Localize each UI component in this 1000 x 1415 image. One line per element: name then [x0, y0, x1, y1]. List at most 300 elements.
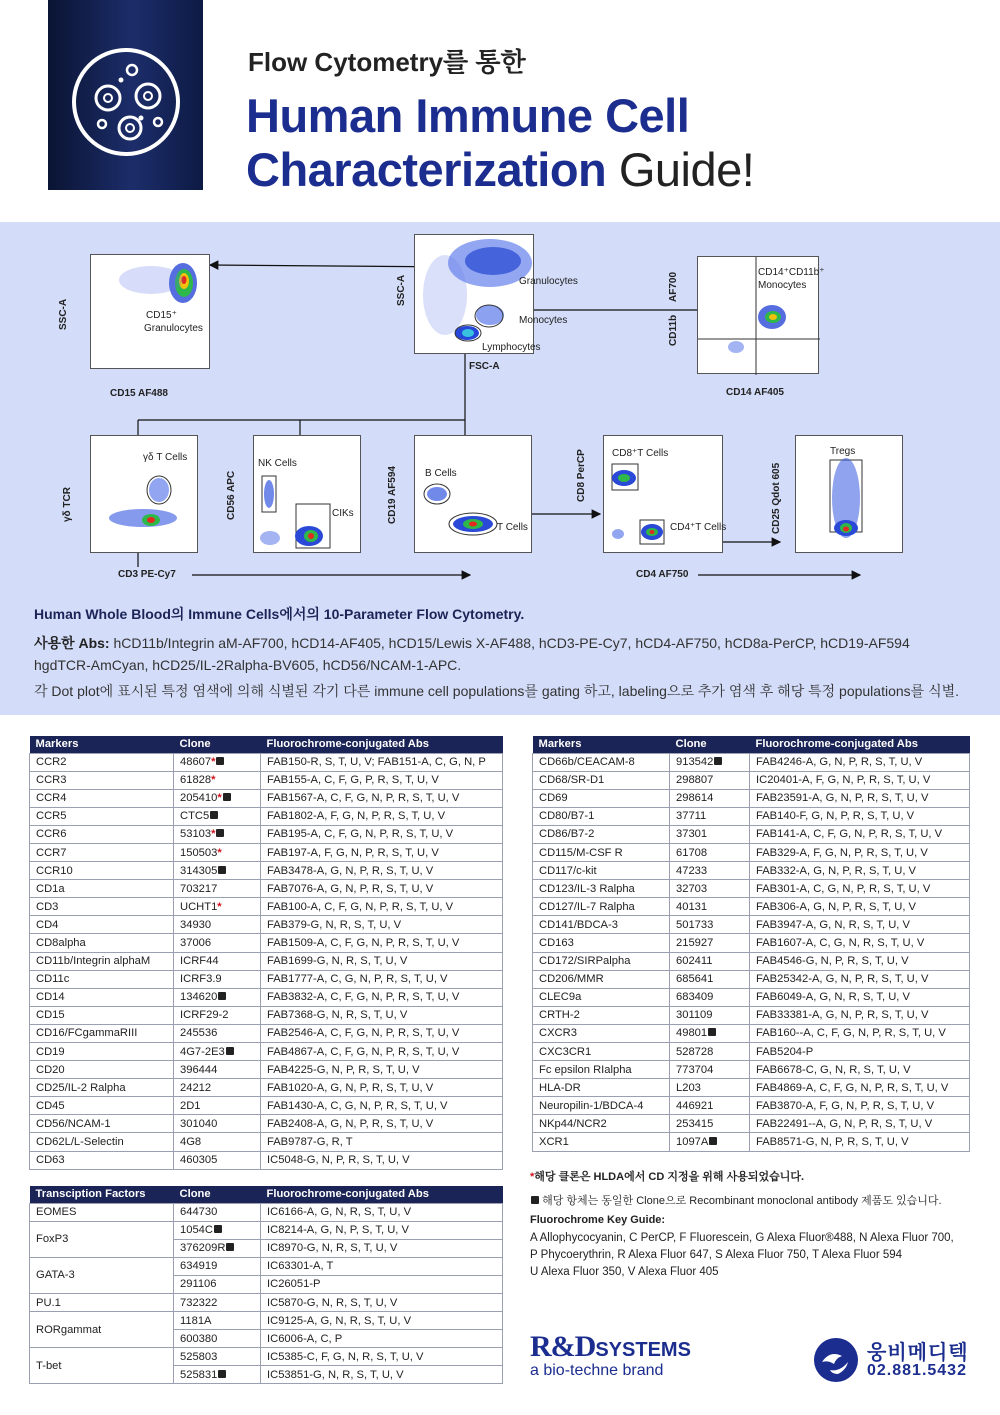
clone-value: L203: [676, 1081, 701, 1094]
table-row: [30, 1221, 503, 1239]
cd8-tcells-label: CD8⁺T Cells: [612, 448, 669, 459]
abs-cell: IC5048-G, N, P, R, S, T, U, V: [261, 1151, 503, 1169]
marker-cell: CD3: [30, 898, 174, 916]
y-axis-ssc-main: SSC-A: [396, 274, 407, 306]
marker-cell: CCR4: [30, 789, 174, 807]
abs-cell: FAB329-A, F, G, N, P, R, S, T, U, V: [750, 843, 970, 861]
plot-tregs: [795, 435, 903, 553]
clone-cell: [174, 753, 261, 771]
clone-value: 37711: [676, 810, 707, 823]
clone-value: 1097A: [676, 1136, 709, 1149]
clone-cell: [670, 1079, 750, 1097]
abs-cell: FAB100-A, C, F, G, N, P, R, S, T, U, V: [261, 898, 503, 916]
flow-description: 각 Dot plot에 표시된 특정 염색에 의해 식별된 각기 다른 immune cell populations를 gating 하고, labeling으로 추가 염색 후 해당 특정 populations를 식별.: [34, 683, 960, 699]
fluorochrome-key-line-3: U Alexa Fluor 350, V Alexa Fluor 405: [530, 1266, 719, 1278]
marker-cell: CD172/SIRPalpha: [533, 952, 670, 970]
col-header-abs: Fluorochrome-conjugated Abs: [261, 1186, 503, 1203]
abs-label: 사용한 Abs:: [34, 635, 110, 651]
clone-value: 205410: [180, 792, 218, 805]
y-axis-cd19: CD19 AF594: [387, 466, 398, 524]
clone-value: 913542: [676, 756, 714, 769]
table-row: [30, 862, 503, 880]
recombinant-square-icon: [226, 1243, 234, 1251]
marker-cell: CD68/SR-D1: [533, 771, 670, 789]
title-line-2: [246, 142, 754, 197]
marker-cell: CD62L/L-Selectin: [30, 1133, 174, 1151]
abs-cell: FAB332-A, G, N, P, R, S, T, U, V: [750, 862, 970, 880]
table-row: [533, 807, 970, 825]
clone-cell: [670, 970, 750, 988]
table-row: [533, 771, 970, 789]
marker-cell: CCR6: [30, 825, 174, 843]
table-row: [533, 898, 970, 916]
table-row: [30, 916, 503, 934]
abs-cell: IC63301-A, T: [261, 1257, 503, 1275]
clone-value: 301109: [676, 1009, 713, 1022]
markers-table-left: [29, 736, 503, 1170]
tregs-label: Tregs: [830, 446, 856, 457]
granulocytes-gate-label-a: CD15⁺: [146, 310, 177, 321]
table-row: [30, 880, 503, 898]
clone-value: 37301: [676, 828, 708, 841]
abs-cell: FAB33381-A, G, N, P, R, S, T, U, V: [750, 1006, 970, 1024]
marker-cell: CD8alpha: [30, 934, 174, 952]
abs-cell: FAB379-G, N, R, S, T, U, V: [261, 916, 503, 934]
clone-value: 24212: [180, 1081, 212, 1094]
abs-cell: FAB1430-A, C, G, N, P, R, S, T, U, V: [261, 1097, 503, 1115]
clone-cell: [174, 1006, 261, 1024]
clone-value: 215927: [676, 936, 714, 949]
abs-cell: FAB1020-A, G, N, P, R, S, T, U, V: [261, 1079, 503, 1097]
rnd-main: R&D: [530, 1330, 596, 1363]
x-axis-cd4: CD4 AF750: [636, 569, 689, 580]
hlda-star-icon: *: [211, 774, 216, 787]
table-row: [533, 843, 970, 861]
clone-cell: [174, 1312, 261, 1330]
clone-cell: [174, 1097, 261, 1115]
table-row: [533, 880, 970, 898]
marker-cell: NKp44/NCR2: [533, 1115, 670, 1133]
clone-value: 644730: [180, 1206, 218, 1219]
abs-cell: FAB195-A, C, F, G, N, P, R, S, T, U, V: [261, 825, 503, 843]
col-header-clone: Clone: [174, 1186, 261, 1203]
clone-cell: [670, 789, 750, 807]
clone-cell: [174, 1348, 261, 1366]
title-line-2-blue: Characterization: [246, 143, 607, 196]
recombinant-square-icon: [709, 1137, 717, 1145]
clone-cell: [174, 825, 261, 843]
table-row: [30, 1043, 503, 1061]
clone-cell: [670, 952, 750, 970]
marker-cell: CD11c: [30, 970, 174, 988]
clone-value: 291106: [180, 1278, 217, 1291]
table-row: [533, 1061, 970, 1079]
y-axis-ssc-left: SSC-A: [58, 298, 69, 330]
y-axis-af700: AF700: [668, 271, 679, 302]
abs-cell: FAB22491--A, G, N, P, R, S, T, U, V: [750, 1115, 970, 1133]
marker-cell: CRTH-2: [533, 1006, 670, 1024]
recombinant-square-icon: [216, 757, 224, 765]
table-row: [30, 1151, 503, 1169]
y-axis-cd25: CD25 Qdot 605: [771, 462, 782, 534]
marker-cell: CD86/B7-2: [533, 825, 670, 843]
marker-cell: CXCR3: [533, 1024, 670, 1042]
star-symbol: *: [530, 1171, 535, 1183]
clone-cell: [174, 1257, 261, 1275]
plot-cd4-cd8: [603, 435, 727, 553]
x-axis-cd14: CD14 AF405: [726, 387, 784, 398]
clone-cell: [174, 862, 261, 880]
clone-cell: [670, 753, 750, 771]
clone-cell: [174, 934, 261, 952]
clone-value: 1181A: [180, 1314, 212, 1327]
marker-cell: CD117/c-kit: [533, 862, 670, 880]
header: [0, 0, 1000, 222]
clone-value: 501733: [676, 918, 714, 931]
gate-label-granulocytes: Granulocytes: [519, 276, 578, 287]
table-row: [533, 1133, 970, 1151]
abs-cell: IC8970-G, N, R, S, T, U, V: [261, 1239, 503, 1257]
logo: [48, 0, 203, 190]
recombinant-square-icon: [218, 1370, 226, 1378]
clone-cell: [174, 1203, 261, 1221]
col-header-abs: Fluorochrome-conjugated Abs: [750, 736, 970, 753]
table-row: [30, 898, 503, 916]
star-note: [530, 1168, 804, 1184]
ciks-label: CIKs: [332, 508, 354, 519]
clone-value: ICRF44: [180, 955, 219, 968]
recombinant-square-icon: [223, 793, 231, 801]
clone-cell: [670, 1043, 750, 1061]
clone-cell: [174, 898, 261, 916]
clone-cell: [670, 1024, 750, 1042]
table-row: [30, 1203, 503, 1221]
marker-cell: CD56/NCAM-1: [30, 1115, 174, 1133]
abs-cell: FAB4546-G, N, P, R, S, T, U, V: [750, 952, 970, 970]
title-line-2-dark: Guide!: [606, 143, 755, 196]
clone-cell: [174, 952, 261, 970]
recombinant-square-icon: [218, 992, 226, 1000]
y-axis-cd56: CD56 APC: [226, 470, 237, 520]
abs-cell: IC26051-P: [261, 1275, 503, 1293]
clone-cell: [174, 970, 261, 988]
clone-cell: [670, 862, 750, 880]
table-row: [30, 753, 503, 771]
abs-cell: IC6166-A, G, N, R, S, T, U, V: [261, 1203, 503, 1221]
hlda-star-icon: *: [211, 756, 216, 769]
clone-value: 703217: [180, 882, 218, 895]
abs-cell: FAB3832-A, C, F, G, N, P, R, S, T, U, V: [261, 988, 503, 1006]
monocytes-gate-label-a: CD14⁺CD11b⁺: [758, 267, 825, 278]
col-header-markers: Markers: [30, 736, 174, 753]
clone-cell: [174, 1061, 261, 1079]
table-row: [533, 916, 970, 934]
abs-cell: FAB4867-A, C, F, G, N, P, R, S, T, U, V: [261, 1043, 503, 1061]
tf-name-cell: GATA-3: [30, 1257, 174, 1293]
abs-cell: FAB9787-G, R, T: [261, 1133, 503, 1151]
clone-value: 525831: [180, 1368, 218, 1381]
table-row: [30, 1312, 503, 1330]
abs-cell: FAB150-R, S, T, U, V; FAB151-A, C, G, N, P: [261, 753, 503, 771]
clone-cell: [670, 898, 750, 916]
table-row: [533, 934, 970, 952]
plot-cd15-granulocytes: [90, 254, 210, 369]
clone-value: 245536: [180, 1027, 218, 1040]
col-header-abs: Fluorochrome-conjugated Abs: [261, 736, 503, 753]
clone-value: 685641: [676, 973, 714, 986]
recombinant-square-icon: [216, 829, 224, 837]
recombinant-square-icon: [708, 1028, 716, 1036]
abs-line-2: hgdTCR-AmCyan, hCD25/IL-2Ralpha-BV605, hCD56/NCAM-1-APC.: [34, 657, 462, 673]
clone-cell: [670, 988, 750, 1006]
clone-value: 773704: [676, 1063, 714, 1076]
table-row: [30, 1293, 503, 1311]
markers-table-right: [532, 736, 970, 1152]
clone-cell: [670, 825, 750, 843]
abs-cell: IC20401-A, F, G, N, P, R, S, T, U, V: [750, 771, 970, 789]
tf-name-cell: EOMES: [30, 1203, 174, 1221]
abs-cell: FAB1777-A, C, G, N, P, R, S, T, U, V: [261, 970, 503, 988]
y-axis-cd11b: CD11b: [668, 314, 679, 346]
tf-name-cell: PU.1: [30, 1293, 174, 1311]
abs-cell: FAB1509-A, C, F, G, N, P, R, S, T, U, V: [261, 934, 503, 952]
clone-value: 61708: [676, 846, 708, 859]
col-header-tf: Transciption Factors: [30, 1186, 174, 1203]
clone-cell: [174, 1275, 261, 1293]
marker-cell: CD115/M-CSF R: [533, 843, 670, 861]
table-row: [30, 807, 503, 825]
table-row: [30, 843, 503, 861]
abs-cell: FAB140-F, G, N, P, R, S, T, U, V: [750, 807, 970, 825]
clone-value: 460305: [180, 1154, 218, 1167]
ungbi-name: 웅비메디텍: [867, 1342, 969, 1364]
fluorochrome-key-title: Fluorochrome Key Guide:: [530, 1214, 666, 1226]
clone-cell: [670, 1115, 750, 1133]
clone-value: 134620: [180, 991, 218, 1004]
abs-cell: IC5870-G, N, R, S, T, U, V: [261, 1293, 503, 1311]
col-header-clone: Clone: [174, 736, 261, 753]
table-row: [533, 1097, 970, 1115]
table-row: [30, 1006, 503, 1024]
marker-cell: CD163: [533, 934, 670, 952]
table-row: [533, 1043, 970, 1061]
clone-value: 602411: [676, 955, 713, 968]
clone-cell: [670, 934, 750, 952]
table-row: [533, 952, 970, 970]
abs-cell: FAB2546-A, C, F, G, N, P, R, S, T, U, V: [261, 1024, 503, 1042]
y-axis-gd-tcr: γδ TCR: [62, 487, 73, 522]
clone-value: 376209R: [180, 1242, 226, 1255]
clone-cell: [670, 807, 750, 825]
nk-cells-label: NK Cells: [258, 458, 297, 469]
clone-value: 32703: [676, 882, 708, 895]
abs-cell: FAB8571-G, N, P, R, S, T, U, V: [750, 1133, 970, 1151]
ungbi-emblem-icon: [812, 1336, 860, 1384]
marker-cell: CD63: [30, 1151, 174, 1169]
marker-cell: CD15: [30, 1006, 174, 1024]
fluorochrome-key-line-1: A Allophycocyanin, C PerCP, F Fluorescein, G Alexa Fluor®488, N Alexa Fluor 700,: [530, 1232, 954, 1244]
y-axis-cd8: CD8 PerCP: [576, 449, 587, 502]
abs-cell: IC6006-A, C, P: [261, 1330, 503, 1348]
table-row: [30, 1061, 503, 1079]
abs-cell: FAB301-A, C, G, N, P, R, S, T, U, V: [750, 880, 970, 898]
marker-cell: CD66b/CEACAM-8: [533, 753, 670, 771]
tf-name-cell: T-bet: [30, 1348, 174, 1384]
recombinant-square-icon: [531, 1196, 539, 1204]
clone-value: 48607: [180, 756, 212, 769]
transcription-factors-table: [29, 1186, 503, 1384]
clone-cell: [174, 807, 261, 825]
abs-cell: FAB197-A, F, G, N, P, R, S, T, U, V: [261, 843, 503, 861]
clone-value: 61828: [180, 774, 212, 787]
marker-cell: CD123/IL-3 Ralpha: [533, 880, 670, 898]
rnd-systems-logo: [530, 1330, 691, 1380]
abs-cell: FAB306-A, G, N, P, R, S, T, U, V: [750, 898, 970, 916]
clone-value: 4G8: [180, 1136, 202, 1149]
abs-cell: FAB6049-A, G, N, R, S, T, U, V: [750, 988, 970, 1006]
clone-cell: [174, 916, 261, 934]
clone-cell: [174, 1043, 261, 1061]
clone-value: 301040: [180, 1117, 218, 1130]
abs-cell: FAB6678-C, G, N, R, S, T, U, V: [750, 1061, 970, 1079]
marker-cell: CD16/FCgammaRIII: [30, 1024, 174, 1042]
clone-value: 683409: [676, 991, 714, 1004]
clone-value: 49801: [676, 1027, 708, 1040]
plot-gd-tcells: [90, 435, 198, 553]
abs-cell: IC53851-G, N, R, S, T, U, V: [261, 1366, 503, 1384]
gd-tcells-label: γδ T Cells: [143, 452, 188, 463]
abs-cell: FAB1699-G, N, R, S, T, U, V: [261, 952, 503, 970]
tf-name-cell: FoxP3: [30, 1221, 174, 1257]
table-row: [30, 1115, 503, 1133]
table-row: [30, 970, 503, 988]
table-row: [30, 988, 503, 1006]
table-row: [30, 789, 503, 807]
abs-cell: FAB4869-A, C, F, G, N, P, R, S, T, U, V: [750, 1079, 970, 1097]
abs-cell: FAB3870-A, F, G, N, P, R, S, T, U, V: [750, 1097, 970, 1115]
marker-cell: CCR2: [30, 753, 174, 771]
clone-value: CTC5: [180, 810, 210, 823]
abs-cell: FAB1802-A, F, G, N, P, R, S, T, U, V: [261, 807, 503, 825]
clone-value: 253415: [676, 1117, 714, 1130]
marker-cell: CD127/IL-7 Ralpha: [533, 898, 670, 916]
table-row: [533, 988, 970, 1006]
abs-cell: FAB4246-A, G, N, P, R, S, T, U, V: [750, 753, 970, 771]
marker-cell: Neuropilin-1/BDCA-4: [533, 1097, 670, 1115]
clone-cell: [670, 1061, 750, 1079]
clone-cell: [174, 789, 261, 807]
clone-cell: [174, 1024, 261, 1042]
gate-label-lymphocytes: Lymphocytes: [482, 342, 541, 353]
hlda-star-icon: *: [211, 828, 216, 841]
title-line-1: Human Immune Cell: [246, 89, 690, 142]
abs-cell: FAB7076-A, G, N, P, R, S, T, U, V: [261, 880, 503, 898]
flow-caption: Human Whole Blood의 Immune Cells에서의 10-Parameter Flow Cytometry.: [34, 606, 525, 622]
marker-cell: CD69: [533, 789, 670, 807]
clone-cell: [174, 843, 261, 861]
abs-line-1: [34, 633, 910, 653]
abs-cell: IC5385-C, F, G, N, R, S, T, U, V: [261, 1348, 503, 1366]
clone-value: 298614: [676, 792, 714, 805]
clone-cell: [174, 1079, 261, 1097]
plot-fsc-ssc: [414, 234, 578, 354]
table-row: [30, 952, 503, 970]
clone-cell: [670, 880, 750, 898]
hlda-star-icon: *: [217, 846, 222, 859]
marker-cell: CCR3: [30, 771, 174, 789]
marker-cell: CCR5: [30, 807, 174, 825]
clone-cell: [670, 843, 750, 861]
table-row: [533, 789, 970, 807]
marker-cell: CCR10: [30, 862, 174, 880]
table-row: [30, 771, 503, 789]
marker-cell: CD45: [30, 1097, 174, 1115]
table-row: [30, 1257, 503, 1275]
clone-value: 53103: [180, 828, 212, 841]
abs-cell: FAB3947-A, G, N, R, S, T, U, V: [750, 916, 970, 934]
clone-value: 528728: [676, 1045, 714, 1058]
abs-cell: FAB2408-A, G, N, P, R, S, T, U, V: [261, 1115, 503, 1133]
clone-cell: [670, 1133, 750, 1151]
clone-cell: [174, 880, 261, 898]
marker-cell: CD25/IL-2 Ralpha: [30, 1079, 174, 1097]
clone-value: 314305: [180, 864, 218, 877]
marker-cell: CD11b/Integrin alphaM: [30, 952, 174, 970]
marker-cell: CD206/MMR: [533, 970, 670, 988]
marker-cell: CD1a: [30, 880, 174, 898]
rnd-sub: a bio-techne brand: [530, 1362, 664, 1379]
table-row: [533, 862, 970, 880]
clone-value: 47233: [676, 864, 708, 877]
x-axis-fsc: FSC-A: [469, 361, 500, 372]
clone-cell: [174, 1115, 261, 1133]
abs-cell: FAB5204-P: [750, 1043, 970, 1061]
abs-text-1: hCD11b/Integrin aM-AF700, hCD14-AF405, hCD15/Lewis X-AF488, hCD3-PE-Cy7, hCD4-AF750, hCD8a-PerCP, hCD19-AF594: [109, 635, 910, 651]
table-row: [533, 1079, 970, 1097]
recombinant-square-icon: [210, 811, 218, 819]
clone-cell: [174, 988, 261, 1006]
plot-b-t-cells: [414, 435, 532, 553]
table-row: [533, 1006, 970, 1024]
table-row: [533, 825, 970, 843]
square-note-text: 해당 항체는 동일한 Clone으로 Recombinant monoclonal antibody 제품도 있습니다.: [542, 1195, 942, 1207]
recombinant-square-icon: [226, 1047, 234, 1055]
clone-value: 40131: [676, 900, 708, 913]
table-row: [30, 825, 503, 843]
abs-cell: FAB4225-G, N, P, R, S, T, U, V: [261, 1061, 503, 1079]
clone-cell: [670, 916, 750, 934]
clone-cell: [174, 1221, 261, 1239]
clone-value: 37006: [180, 936, 212, 949]
gate-label-monocytes: Monocytes: [519, 315, 568, 326]
abs-cell: FAB23591-A, G, N, P, R, S, T, U, V: [750, 789, 970, 807]
table-row: [30, 1079, 503, 1097]
clone-value: 1054C: [180, 1224, 213, 1237]
table-row: [30, 1097, 503, 1115]
marker-cell: CXC3CR1: [533, 1043, 670, 1061]
abs-cell: FAB141-A, C, F, G, N, P, R, S, T, U, V: [750, 825, 970, 843]
clone-value: 2D1: [180, 1099, 201, 1112]
clone-value: 446921: [676, 1099, 714, 1112]
subtitle: Flow Cytometry를 통한: [248, 47, 526, 77]
col-header-markers: Markers: [533, 736, 670, 753]
clone-value: ICRF29-2: [180, 1009, 229, 1022]
hlda-star-icon: *: [217, 900, 222, 913]
clone-cell: [174, 1366, 261, 1384]
clone-cell: [174, 1293, 261, 1311]
clone-value: 732322: [180, 1296, 218, 1309]
cd4-tcells-label: CD4⁺T Cells: [670, 522, 727, 533]
